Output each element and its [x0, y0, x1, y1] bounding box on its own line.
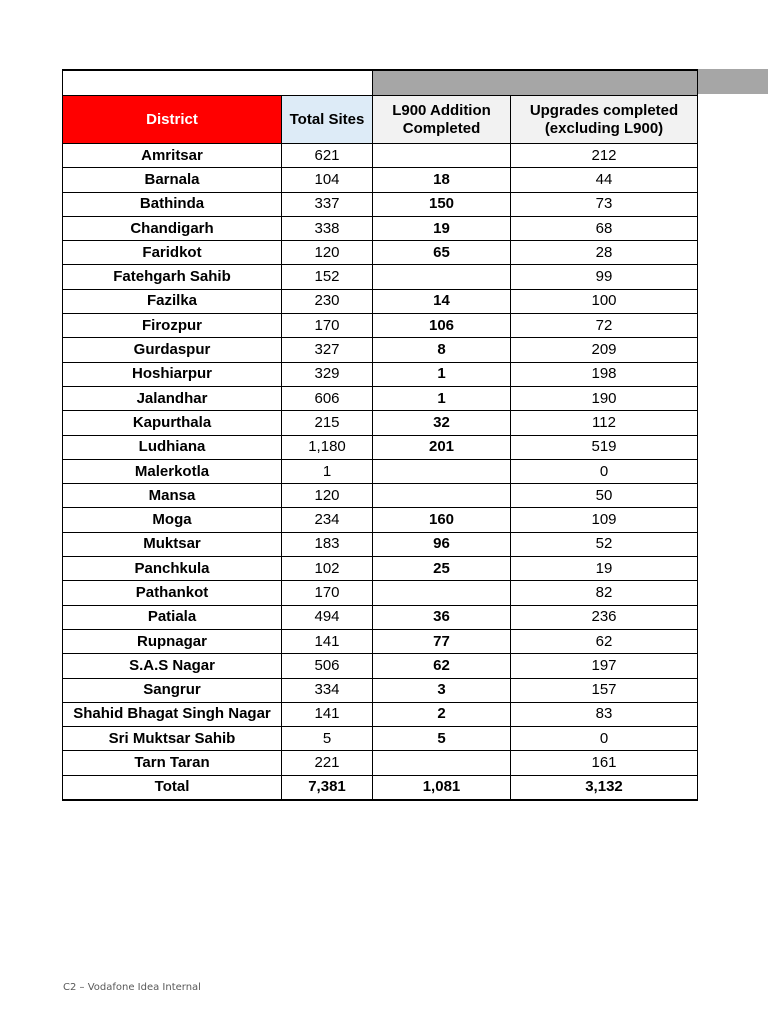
upgrades-cell: 109 [511, 508, 698, 532]
total-sites-cell: 120 [282, 484, 373, 508]
upgrades-cell: 68 [511, 216, 698, 240]
upgrades-cell: 19 [511, 557, 698, 581]
table-row [63, 216, 698, 240]
district-cell: Moga [63, 508, 282, 532]
table-row [63, 532, 698, 556]
l900-addition-cell: 160 [373, 508, 511, 532]
l900-addition-cell [373, 581, 511, 605]
l900-addition-cell: 36 [373, 605, 511, 629]
total-row [63, 775, 698, 800]
district-cell: Amritsar [63, 144, 282, 168]
total-sites-cell: 221 [282, 751, 373, 775]
district-cell: Muktsar [63, 532, 282, 556]
table-row [63, 605, 698, 629]
upgrades-column-header: Upgrades completed (excluding L900) [511, 96, 698, 144]
upgrades-cell: 72 [511, 314, 698, 338]
total-sites-cell: 141 [282, 702, 373, 726]
total-sites-cell: 606 [282, 386, 373, 410]
upgrades-cell: 161 [511, 751, 698, 775]
total-sites-cell: 621 [282, 144, 373, 168]
district-cell: Ludhiana [63, 435, 282, 459]
upgrades-cell: 62 [511, 629, 698, 653]
district-sites-table [62, 69, 698, 801]
table-row [63, 241, 698, 265]
upgrades-cell: 112 [511, 411, 698, 435]
total-sites-cell: 337 [282, 192, 373, 216]
total-sites-cell: 494 [282, 605, 373, 629]
l900-addition-cell: 5 [373, 727, 511, 751]
upgrades-cell: 73 [511, 192, 698, 216]
district-cell: Fatehgarh Sahib [63, 265, 282, 289]
district-cell: Bathinda [63, 192, 282, 216]
district-cell: Fazilka [63, 289, 282, 313]
table-row [63, 314, 698, 338]
upgrades-cell: 52 [511, 532, 698, 556]
l900-addition-cell [373, 459, 511, 483]
table-row [63, 678, 698, 702]
completed-header-cell [373, 70, 698, 96]
district-cell: Rupnagar [63, 629, 282, 653]
l900-addition-cell: 8 [373, 338, 511, 362]
district-cell: Barnala [63, 168, 282, 192]
upgrades-sum-cell: 3,132 [511, 775, 698, 800]
district-cell: Sri Muktsar Sahib [63, 727, 282, 751]
total-sites-cell: 506 [282, 654, 373, 678]
district-cell: Gurdaspur [63, 338, 282, 362]
table-row [63, 435, 698, 459]
district-cell: Malerkotla [63, 459, 282, 483]
upgrades-cell: 197 [511, 654, 698, 678]
district-cell: Tarn Taran [63, 751, 282, 775]
upgrades-cell: 100 [511, 289, 698, 313]
total-sites-cell: 215 [282, 411, 373, 435]
upgrades-cell: 157 [511, 678, 698, 702]
table-row [63, 557, 698, 581]
table-row [63, 338, 698, 362]
upgrades-cell: 50 [511, 484, 698, 508]
upgrades-cell: 0 [511, 459, 698, 483]
total-sites-cell: 234 [282, 508, 373, 532]
upgrades-cell: 0 [511, 727, 698, 751]
l900-addition-cell: 25 [373, 557, 511, 581]
total-sites-cell: 120 [282, 241, 373, 265]
l900-addition-cell: 106 [373, 314, 511, 338]
district-cell: Pathankot [63, 581, 282, 605]
total-sites-cell: 183 [282, 532, 373, 556]
l900-addition-cell: 2 [373, 702, 511, 726]
l900-addition-column-header: L900 Addition Completed [373, 96, 511, 144]
table-row [63, 265, 698, 289]
table-row [63, 144, 698, 168]
l900-addition-cell: 3 [373, 678, 511, 702]
district-cell: Panchkula [63, 557, 282, 581]
table-top-row [63, 70, 698, 96]
district-cell: S.A.S Nagar [63, 654, 282, 678]
upgrades-cell: 190 [511, 386, 698, 410]
l900-addition-cell: 32 [373, 411, 511, 435]
upgrades-cell: 83 [511, 702, 698, 726]
l900-addition-cell [373, 144, 511, 168]
upgrades-cell: 212 [511, 144, 698, 168]
total-sites-cell: 329 [282, 362, 373, 386]
table-row [63, 168, 698, 192]
table-row [63, 727, 698, 751]
total-sites-cell: 1,180 [282, 435, 373, 459]
table-row [63, 629, 698, 653]
classification-footer: C2 – Vodafone Idea Internal [63, 982, 201, 993]
table-row [63, 581, 698, 605]
total-sites-cell: 1 [282, 459, 373, 483]
upgrades-cell: 99 [511, 265, 698, 289]
district-cell: Firozpur [63, 314, 282, 338]
total-label-cell: Total [63, 775, 282, 800]
district-cell: Sangrur [63, 678, 282, 702]
l900-addition-cell: 1 [373, 386, 511, 410]
l900-addition-cell: 150 [373, 192, 511, 216]
table-row [63, 411, 698, 435]
total-sites-cell: 327 [282, 338, 373, 362]
district-cell: Chandigarh [63, 216, 282, 240]
blank-header-cell [63, 70, 373, 96]
l900-addition-cell: 96 [373, 532, 511, 556]
table-row [63, 459, 698, 483]
total-sites-cell: 338 [282, 216, 373, 240]
upgrades-cell: 82 [511, 581, 698, 605]
total-sites-cell: 230 [282, 289, 373, 313]
table-row [63, 508, 698, 532]
table-row [63, 289, 698, 313]
district-cell: Faridkot [63, 241, 282, 265]
table-row [63, 751, 698, 775]
table-row [63, 484, 698, 508]
table-row [63, 654, 698, 678]
total-sites-cell: 5 [282, 727, 373, 751]
table-row [63, 386, 698, 410]
total-sites-column-header: Total Sites [282, 96, 373, 144]
upgrades-cell: 236 [511, 605, 698, 629]
district-cell: Jalandhar [63, 386, 282, 410]
l900-addition-cell: 1 [373, 362, 511, 386]
district-column-header: District [63, 96, 282, 144]
l900-addition-cell: 19 [373, 216, 511, 240]
table-row [63, 192, 698, 216]
l900-addition-cell: 201 [373, 435, 511, 459]
total-sites-cell: 152 [282, 265, 373, 289]
district-cell: Shahid Bhagat Singh Nagar [63, 702, 282, 726]
total-sites-cell: 334 [282, 678, 373, 702]
upgrades-cell: 44 [511, 168, 698, 192]
upgrades-cell: 28 [511, 241, 698, 265]
total-sites-cell: 102 [282, 557, 373, 581]
total-sites-cell: 170 [282, 581, 373, 605]
district-cell: Patiala [63, 605, 282, 629]
total-sites-cell: 141 [282, 629, 373, 653]
table-row [63, 702, 698, 726]
column-header-row [63, 96, 698, 144]
l900-addition-cell [373, 484, 511, 508]
l900-addition-cell: 18 [373, 168, 511, 192]
l900-addition-cell: 77 [373, 629, 511, 653]
district-cell: Kapurthala [63, 411, 282, 435]
table-row [63, 362, 698, 386]
l900-addition-cell: 62 [373, 654, 511, 678]
district-cell: Hoshiarpur [63, 362, 282, 386]
l900-addition-cell [373, 751, 511, 775]
district-cell: Mansa [63, 484, 282, 508]
upgrades-cell: 209 [511, 338, 698, 362]
l900-addition-cell [373, 265, 511, 289]
upgrades-cell: 198 [511, 362, 698, 386]
l900-sum-cell: 1,081 [373, 775, 511, 800]
total-sites-cell: 104 [282, 168, 373, 192]
total-sites-sum-cell: 7,381 [282, 775, 373, 800]
l900-addition-cell: 65 [373, 241, 511, 265]
l900-addition-cell: 14 [373, 289, 511, 313]
total-sites-cell: 170 [282, 314, 373, 338]
upgrades-cell: 519 [511, 435, 698, 459]
